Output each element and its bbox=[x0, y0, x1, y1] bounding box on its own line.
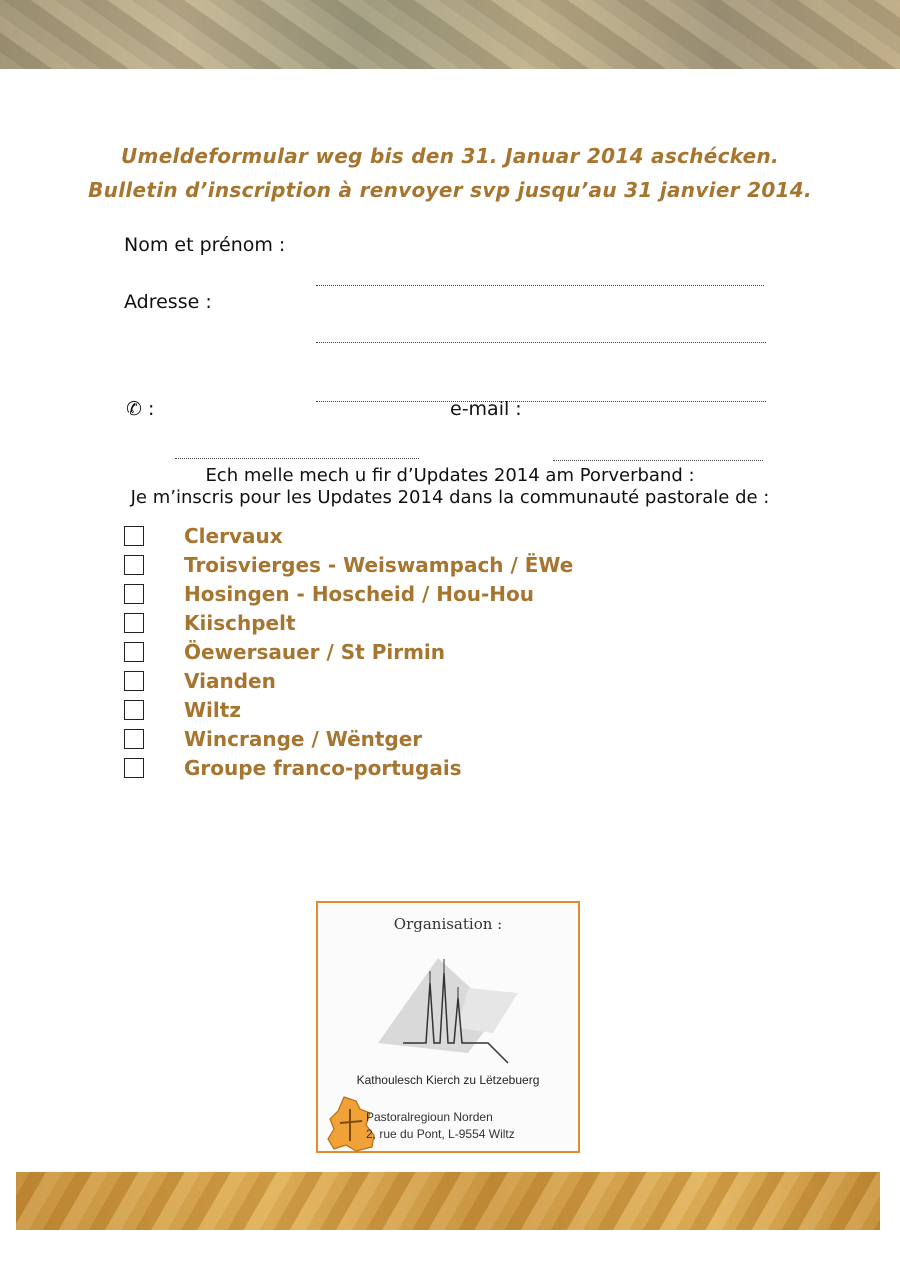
checkbox[interactable] bbox=[124, 729, 144, 749]
signup-text-luxembourgish: Ech melle mech u fir d’Updates 2014 am Porverband : bbox=[205, 465, 695, 486]
address-label: Adresse : bbox=[124, 291, 212, 313]
region-name: Pastoralregioun Norden bbox=[366, 1110, 493, 1124]
email-label: e-mail : bbox=[450, 398, 522, 420]
parish-label: Clervaux bbox=[184, 524, 283, 548]
heading-luxembourgish: Umeldeformular weg bis den 31. Januar 2014 aschécken. bbox=[121, 144, 779, 168]
region-address bbox=[366, 1109, 576, 1143]
name-field-line[interactable] bbox=[316, 285, 764, 286]
parish-option-oewersauer[interactable] bbox=[124, 639, 446, 665]
checkbox[interactable] bbox=[124, 671, 144, 691]
church-name: Kathoulesch Kierch zu Lëtzebuerg bbox=[356, 1073, 540, 1087]
parish-label: Kiischpelt bbox=[184, 611, 296, 635]
phone-label: ✆ : bbox=[126, 398, 155, 420]
parish-option-hosingen[interactable] bbox=[124, 581, 534, 607]
parish-option-wiltz[interactable] bbox=[124, 697, 241, 723]
parish-option-kiischpelt[interactable] bbox=[124, 610, 296, 636]
parish-label: Hosingen - Hoscheid / Hou-Hou bbox=[184, 582, 534, 606]
parish-option-wincrange[interactable] bbox=[124, 726, 423, 752]
parish-option-vianden[interactable] bbox=[124, 668, 276, 694]
checkbox[interactable] bbox=[124, 700, 144, 720]
address-field-line-2[interactable] bbox=[316, 401, 766, 402]
checkbox[interactable] bbox=[124, 642, 144, 662]
church-logo-icon bbox=[318, 903, 578, 1073]
bottom-decorative-banner bbox=[16, 1172, 880, 1230]
heading-french: Bulletin d’inscription à renvoyer svp jusqu’au 31 janvier 2014. bbox=[88, 178, 812, 202]
checkbox[interactable] bbox=[124, 584, 144, 604]
signup-text-french: Je m’inscris pour les Updates 2014 dans la communauté pastorale de : bbox=[130, 487, 770, 508]
parish-option-clervaux[interactable] bbox=[124, 523, 283, 549]
region-street: 2, rue du Pont, L-9554 Wiltz bbox=[366, 1127, 515, 1141]
parish-label: Wiltz bbox=[184, 698, 241, 722]
address-field-line-1[interactable] bbox=[316, 342, 766, 343]
parish-label: Vianden bbox=[184, 669, 276, 693]
parish-option-franco-portugais[interactable] bbox=[124, 755, 462, 781]
parish-label: Troisvierges - Weiswampach / ËWe bbox=[184, 553, 574, 577]
checkbox[interactable] bbox=[124, 613, 144, 633]
phone-field-line[interactable] bbox=[175, 458, 419, 459]
checkbox[interactable] bbox=[124, 555, 144, 575]
email-field-line[interactable] bbox=[553, 460, 763, 461]
parish-label: Groupe franco-portugais bbox=[184, 756, 462, 780]
parish-label: Wincrange / Wëntger bbox=[184, 727, 423, 751]
logo-title: Organisation : bbox=[393, 915, 503, 933]
checkbox[interactable] bbox=[124, 526, 144, 546]
organisation-logo-box bbox=[316, 901, 580, 1153]
parish-label: Öewersauer / St Pirmin bbox=[184, 640, 446, 664]
name-label: Nom et prénom : bbox=[124, 234, 286, 256]
parish-option-troisvierges[interactable] bbox=[124, 552, 574, 578]
top-decorative-banner bbox=[0, 0, 900, 69]
checkbox[interactable] bbox=[124, 758, 144, 778]
